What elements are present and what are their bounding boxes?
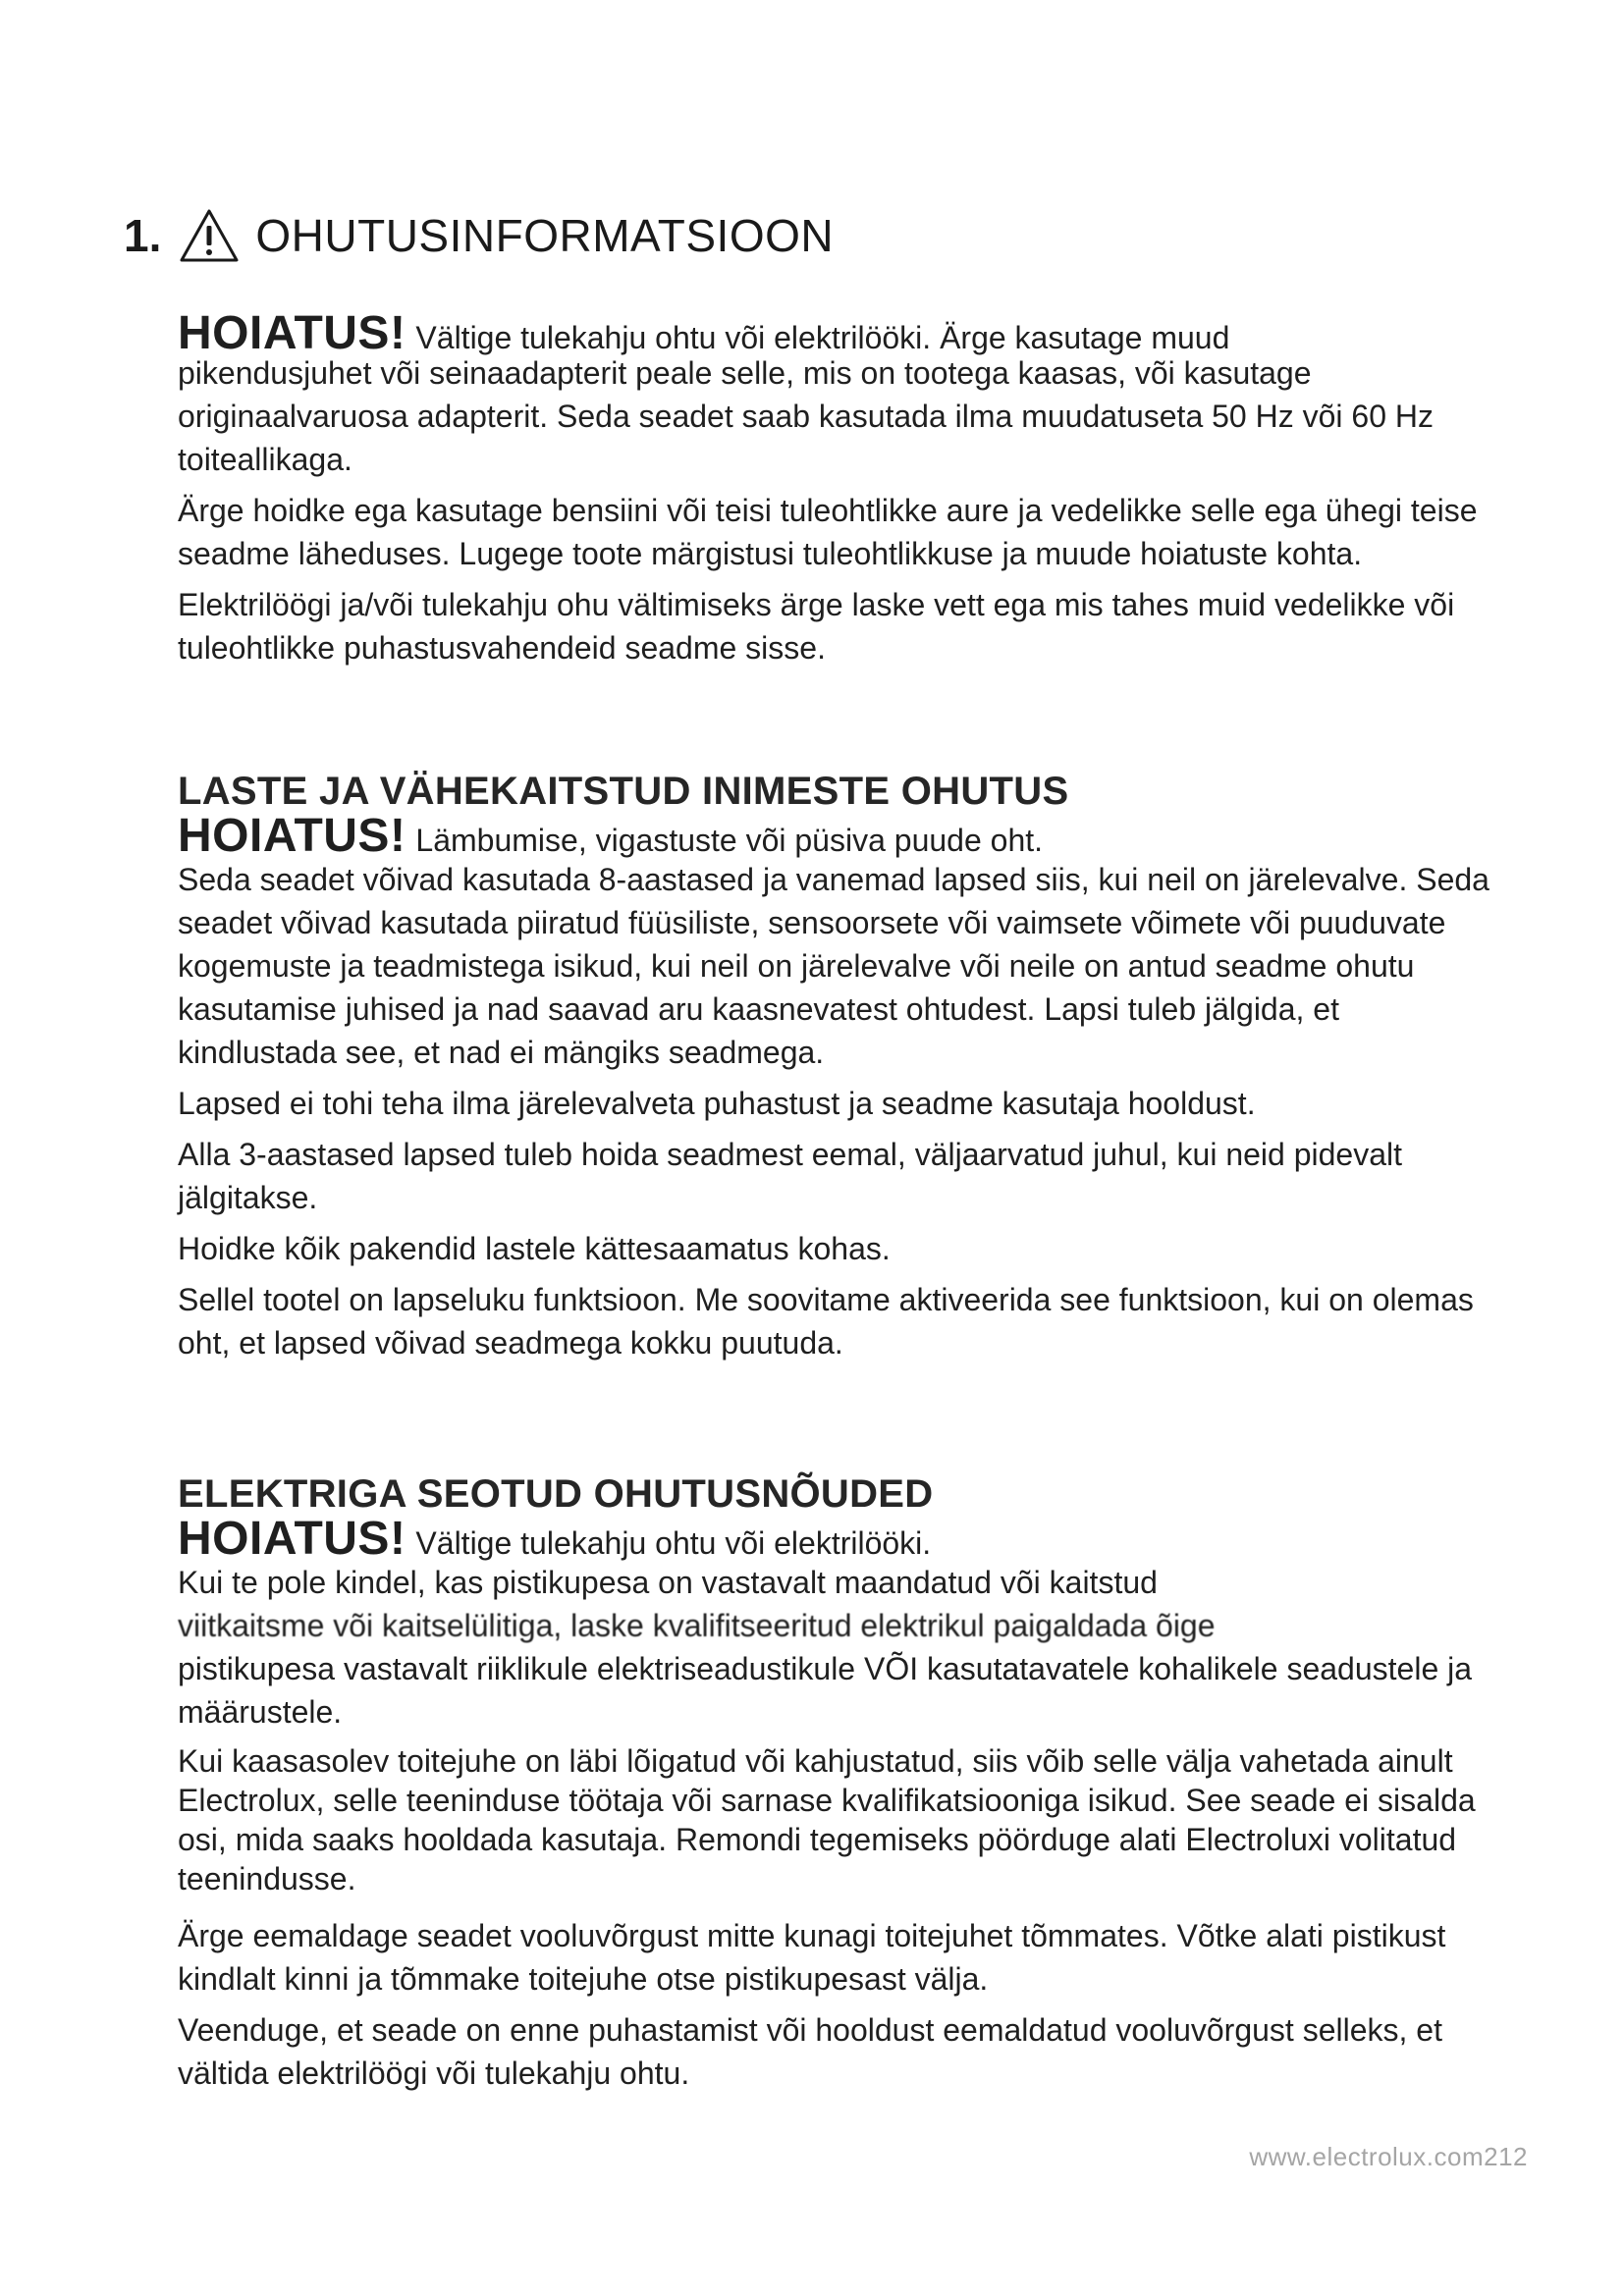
paragraph: pikendusjuhet või seinaadapterit peale selle, mis on tootega kaasas, või kasutage originaalvaruosa adapterit. Seda seadet saab kasutada ilma muudatuseta 50 Hz või 60 Hz toiteallikaga. — [178, 355, 1434, 477]
paragraph: Seda seadet võivad kasutada 8-aastased ja vanemad lapsed siis, kui neil on järelevalve. Seda seadet võivad kasutada piiratud füüsiliste, sensoorsete või vaimsete võimete või puuduvate kogemuste ja teadmistega isikud, kui neil on järelevalve või neile on antud seadme ohutu kasutamise juhised ja nad saavad aru kaasnevatest ohtudest. Lapsi tuleb jälgida, et kindlustada see, et nad ei mängiks seadmega. — [178, 862, 1489, 1070]
warning-intro: Vältige tulekahju ohtu või elektrilööki. — [415, 1525, 932, 1561]
warning-intro: Vältige tulekahju ohtu või elektrilööki. Ärge kasutage muud — [415, 320, 1230, 355]
electrical-safety-section — [178, 1470, 1493, 2095]
paragraph: Sellel tootel on lapseluku funktsioon. Me soovitame aktiveerida see funktsioon, kui on olemas oht, et lapsed võivad seadmega kokku puutuda. — [178, 1282, 1474, 1361]
warning-triangle-icon — [179, 208, 240, 263]
page-footer — [1249, 2142, 1528, 2172]
paragraph: Ärge eemaldage seadet vooluvõrgust mitte kunagi toitejuhet tõmmates. Võtke alati pistikust kindlalt kinni ja tõmmake toitejuhe otse pistikupesast välja. — [178, 1918, 1446, 1997]
paragraph: Alla 3-aastased lapsed tuleb hoida seadmest eemal, väljaarvatud juhul, kui neid pidevalt jälgitakse. — [178, 1137, 1402, 1215]
warning-label: HOIATUS! — [178, 1513, 406, 1565]
paragraph: Hoidke kõik pakendid lastele kättesaamatus kohas. — [178, 1231, 891, 1266]
paragraph: pistikupesa vastavalt riiklikule elektriseadustikule VÕI kasutatavatele kohalikele seadustele ja määrustele. — [178, 1651, 1473, 1730]
children-safety-section — [178, 768, 1493, 1364]
section-number: 1. — [124, 210, 162, 261]
warning-line — [178, 810, 1493, 862]
warning-line — [178, 1513, 1493, 1565]
warning-section-general — [178, 307, 1493, 669]
page-number: 212 — [1484, 2142, 1528, 2171]
section-title: OHUTUSINFORMATSIOON — [255, 210, 835, 261]
paragraph: Ärge hoidke ega kasutage bensiini või teisi tuleohtlikke aure ja vedelikke selle ega ühegi teise seadme läheduses. Lugege toote märgistusi tuleohtlikkuse ja muude hoiatuste kohta. — [178, 493, 1478, 571]
paragraph-line: viitkaitsme või kaitselülitiga, laske kvalifitseeritud elektrikul paigaldada õige — [178, 1608, 1216, 1643]
warning-intro: Lämbumise, vigastuste või püsiva puude oht. — [415, 823, 1044, 858]
subsection-heading: ELEKTRIGA SEOTUD OHUTUSNÕUDED — [178, 1472, 934, 1516]
footer-url: www.electrolux.com — [1249, 2142, 1485, 2171]
warning-label: HOIATUS! — [178, 810, 406, 862]
paragraph: Lapsed ei tohi teha ilma järelevalveta puhastust ja seadme kasutaja hooldust. — [178, 1086, 1256, 1121]
paragraph: Kui kaasasolev toitejuhe on läbi lõigatud või kahjustatud, siis võib selle välja vahetada ainult Electrolux, selle teeninduse töötaja või sarnase kvalifikatsiooniga isikud. See seade ei sisalda osi, mida saaks hooldada kasutaja. Remondi tegemiseks pöörduge alati Electroluxi volitatud teenindusse. — [178, 1743, 1476, 1896]
subsection-heading: LASTE JA VÄHEKAITSTUD INIMESTE OHUTUS — [178, 770, 1069, 813]
paragraph-line: Kui te pole kindel, kas pistikupesa on vastavalt maandatud või kaitstud — [178, 1565, 1158, 1600]
warning-label: HOIATUS! — [178, 307, 406, 359]
paragraph: Veenduge, et seade on enne puhastamist või hooldust eemaldatud vooluvõrgust selleks, et vältida elektrilöögi või tulekahju ohtu. — [178, 2012, 1442, 2091]
section-heading — [124, 208, 834, 263]
paragraph: Elektrilöögi ja/või tulekahju ohu vältimiseks ärge laske vett ega mis tahes muid vedelikke või tuleohtlikke puhastusvahendeid seadme sisse. — [178, 587, 1455, 666]
